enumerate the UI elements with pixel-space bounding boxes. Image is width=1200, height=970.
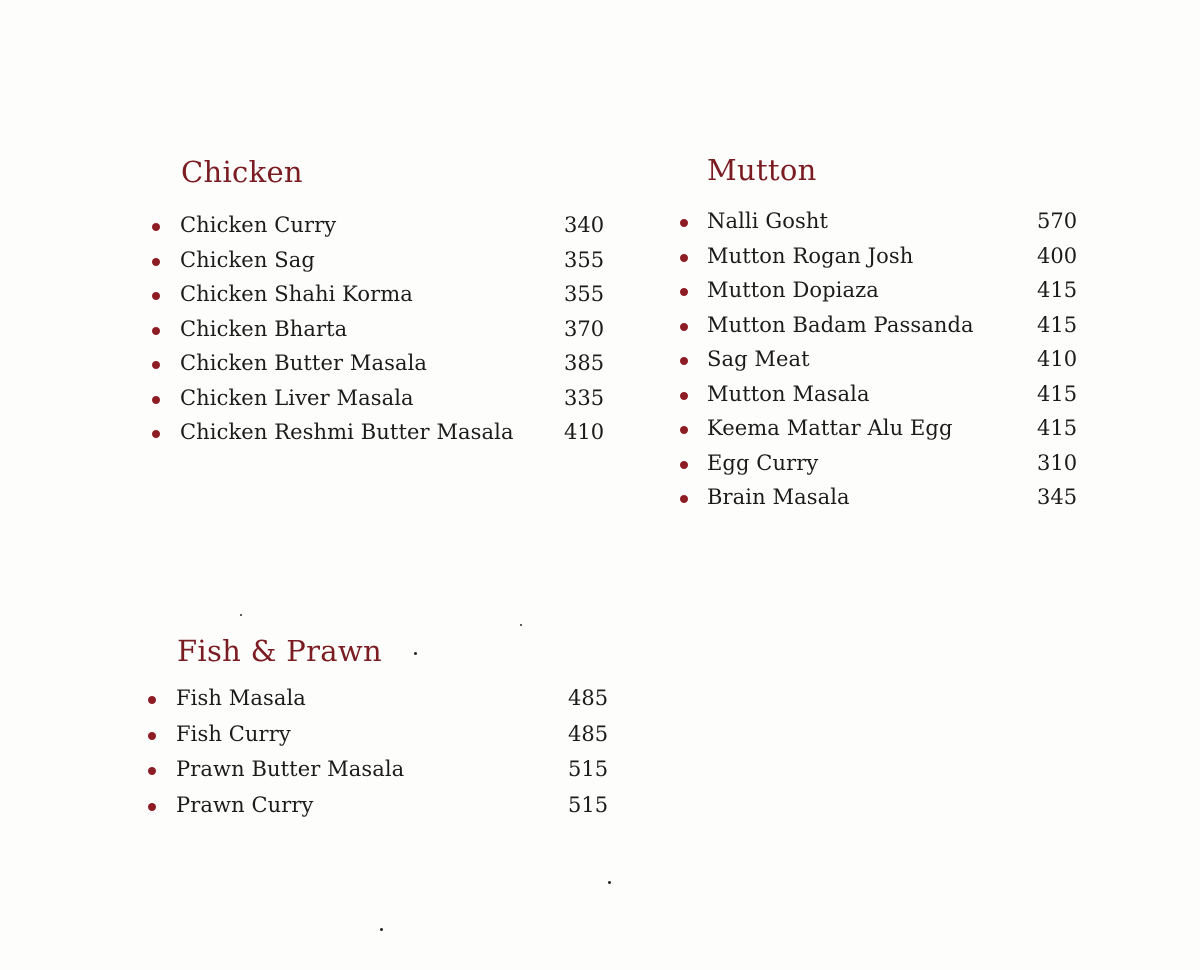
menu-item (152, 417, 622, 452)
menu-item (680, 241, 1100, 276)
menu-item (680, 310, 1100, 345)
item-name: Mutton Rogan Josh (707, 243, 914, 268)
bullet-icon (148, 803, 156, 811)
mutton-item-list (680, 206, 1100, 517)
bullet-icon (152, 396, 160, 404)
bullet-icon (152, 258, 160, 266)
item-name: Prawn Curry (176, 792, 314, 817)
menu-item (152, 348, 622, 383)
item-price: 310 (1037, 450, 1078, 475)
bullet-icon (680, 254, 688, 262)
item-name: Mutton Badam Passanda (707, 312, 974, 337)
bullet-icon (680, 357, 688, 365)
item-name: Mutton Masala (707, 381, 870, 406)
item-name: Mutton Dopiaza (707, 278, 879, 302)
bullet-icon (148, 767, 156, 775)
item-name: Egg Curry (707, 450, 819, 475)
item-price: 410 (1037, 347, 1078, 371)
section-title-fish-prawn: Fish & Prawn (177, 634, 382, 668)
item-name: Nalli Gosht (707, 209, 828, 233)
menu-item (152, 245, 622, 280)
paper-speck (608, 881, 611, 884)
menu-item (680, 448, 1100, 483)
item-price: 415 (1037, 416, 1078, 440)
item-price: 415 (1037, 312, 1078, 337)
bullet-icon (152, 361, 160, 369)
item-price: 415 (1037, 381, 1078, 406)
item-name: Chicken Shahi Korma (180, 282, 413, 306)
bullet-icon (152, 292, 160, 300)
paper-speck (414, 652, 417, 655)
mutton-section (680, 153, 1100, 517)
item-name: Prawn Butter Masala (176, 757, 405, 781)
paper-speck (520, 624, 522, 626)
item-price: 335 (564, 385, 605, 410)
item-name: Chicken Curry (180, 213, 337, 237)
menu-item (148, 683, 628, 719)
bullet-icon (152, 430, 160, 438)
item-name: Chicken Reshmi Butter Masala (180, 420, 514, 444)
item-price: 345 (1037, 485, 1078, 509)
bullet-icon (152, 327, 160, 335)
menu-item (680, 275, 1100, 310)
item-price: 485 (568, 721, 609, 746)
menu-item (680, 344, 1100, 379)
bullet-icon (152, 223, 160, 231)
bullet-icon (680, 219, 688, 227)
item-price: 385 (564, 351, 605, 375)
menu-item (148, 719, 628, 755)
bullet-icon (148, 696, 156, 704)
section-title-mutton: Mutton (707, 153, 817, 187)
menu-item (152, 383, 622, 418)
bullet-icon (148, 732, 156, 740)
menu-item (680, 206, 1100, 241)
menu-item (148, 790, 628, 826)
menu-item (680, 413, 1100, 448)
item-price: 570 (1037, 209, 1078, 233)
item-price: 415 (1037, 278, 1078, 302)
bullet-icon (680, 461, 688, 469)
item-name: Fish Masala (176, 686, 306, 710)
section-title-chicken: Chicken (181, 155, 303, 189)
item-name: Chicken Butter Masala (180, 351, 428, 375)
item-price: 485 (568, 686, 609, 710)
item-price: 355 (564, 282, 605, 306)
bullet-icon (680, 426, 688, 434)
item-price: 400 (1037, 243, 1078, 268)
bullet-icon (680, 495, 688, 503)
item-name: Fish Curry (176, 721, 291, 746)
item-price: 340 (564, 213, 605, 237)
item-name: Sag Meat (707, 347, 810, 371)
paper-speck (240, 614, 242, 616)
item-price: 410 (564, 420, 605, 444)
bullet-icon (680, 288, 688, 296)
item-name: Chicken Bharta (180, 316, 348, 341)
item-name: Chicken Sag (180, 247, 315, 272)
item-price: 355 (564, 247, 605, 272)
menu-item (680, 379, 1100, 414)
paper-speck (380, 928, 383, 931)
item-name: Brain Masala (707, 485, 850, 509)
item-price: 515 (568, 792, 609, 817)
fish-prawn-section (148, 634, 628, 825)
item-name: Chicken Liver Masala (180, 385, 414, 410)
menu-item (152, 210, 622, 245)
bullet-icon (680, 323, 688, 331)
menu-item (152, 314, 622, 349)
fish-prawn-item-list (148, 683, 628, 825)
item-name: Keema Mattar Alu Egg (707, 416, 953, 440)
menu-item (152, 279, 622, 314)
item-price: 370 (564, 316, 605, 341)
item-price: 515 (568, 757, 609, 781)
menu-item (680, 482, 1100, 517)
bullet-icon (680, 392, 688, 400)
chicken-section (152, 155, 622, 452)
chicken-item-list (152, 210, 622, 452)
menu-item (148, 754, 628, 790)
